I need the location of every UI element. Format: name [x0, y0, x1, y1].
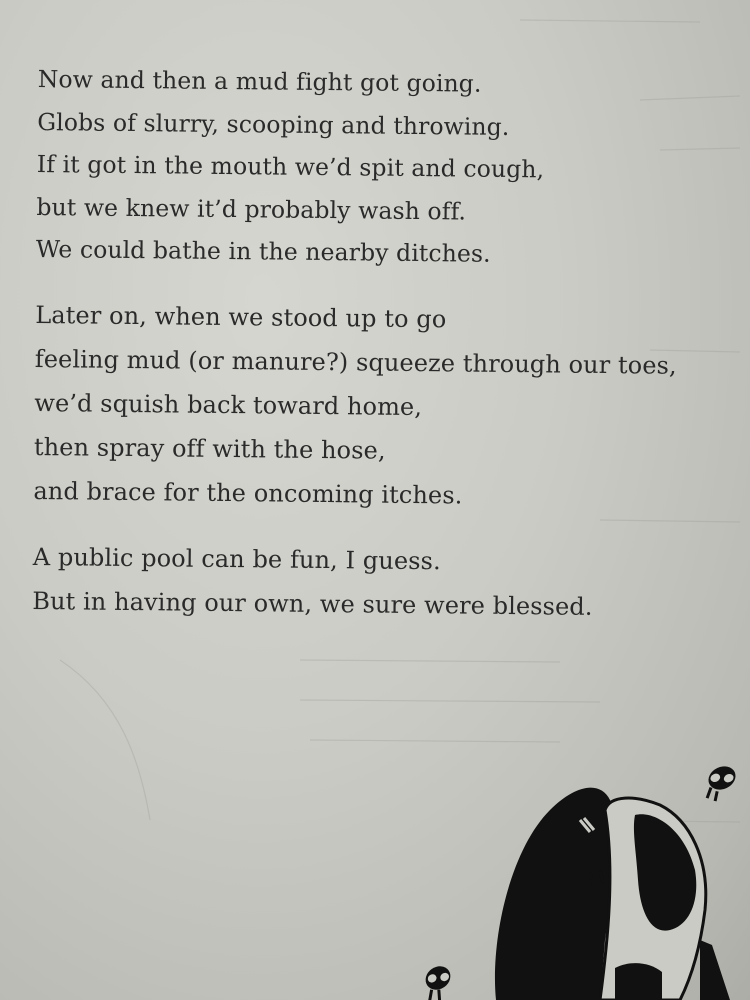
- poem: [32, 58, 738, 652]
- fly-icon: [697, 762, 742, 803]
- poem-line: then spray off with the hose,: [33, 432, 386, 465]
- stanza-2: [33, 292, 735, 519]
- poem-line: A public pool can be fun, I guess.: [32, 542, 441, 575]
- poem-line: we’d squish back toward home,: [34, 388, 423, 421]
- stanza-3: [32, 534, 733, 629]
- poem-line: We could bathe in the nearby ditches.: [35, 234, 491, 268]
- cow-head: [495, 788, 730, 1000]
- poem-line: Later on, when we stood up to go: [35, 300, 447, 333]
- poem-line: feeling mud (or manure?) squeeze through our toes,: [34, 344, 677, 380]
- stanza-1: [36, 58, 738, 278]
- fly-icon: [415, 962, 460, 1000]
- poem-line: But in having our own, we sure were blessed.: [32, 586, 593, 621]
- poem-line: Globs of slurry, scooping and throwing.: [37, 107, 510, 141]
- poem-line: Now and then a mud fight got going.: [37, 64, 482, 98]
- poem-line: and brace for the oncoming itches.: [33, 476, 463, 509]
- cow-illustration: [400, 740, 750, 1000]
- poem-line: If it got in the mouth we’d spit and cough,: [36, 149, 545, 184]
- poem-line: but we knew it’d probably wash off.: [36, 192, 467, 225]
